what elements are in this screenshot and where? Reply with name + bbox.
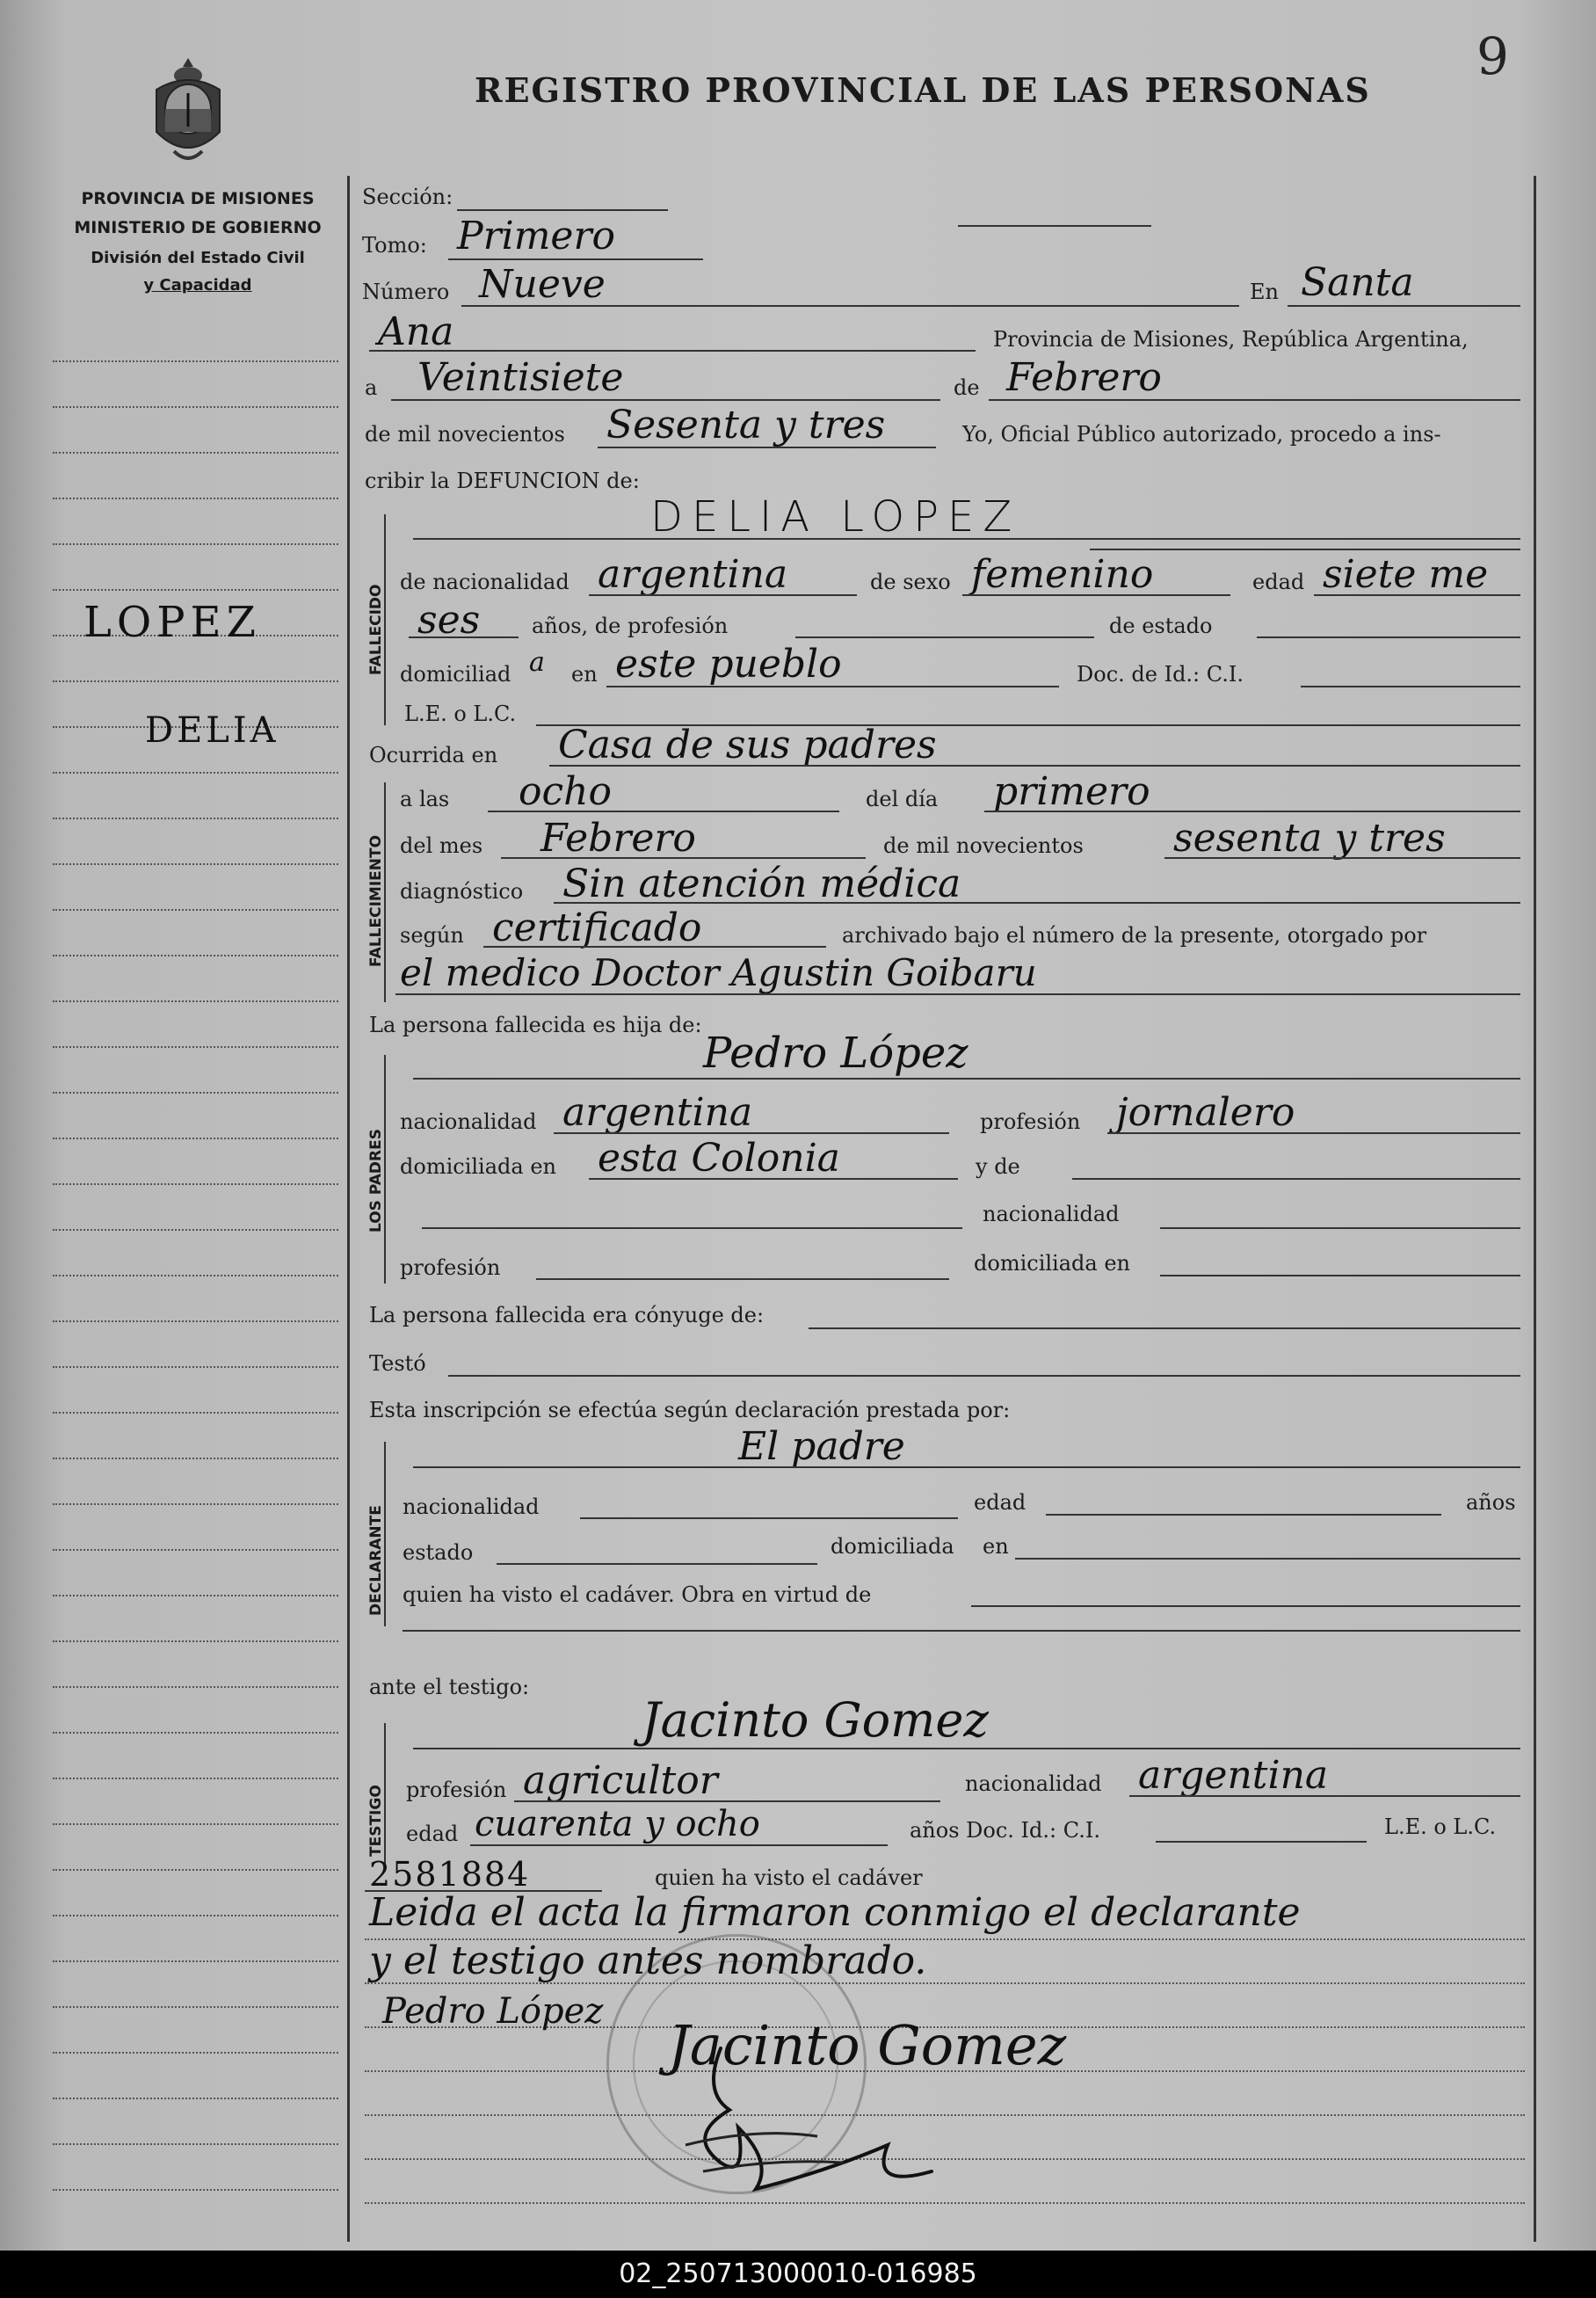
testigo-anios-doc-label: años Doc. Id.: C.I. [910, 1818, 1100, 1843]
fallecido-name: DELIA LOPEZ [650, 492, 1021, 542]
testigo-le-label: L.E. o L.C. [1384, 1814, 1497, 1839]
testigo-profesion-label: profesión [406, 1778, 507, 1802]
declarante-domiciliada-label: domiciliada [831, 1534, 954, 1559]
month-value: Febrero [1006, 355, 1162, 400]
padres-nacionalidad-line [554, 1132, 949, 1134]
declarante-anios-label: años [1466, 1490, 1516, 1515]
edad-label: edad [1252, 570, 1305, 594]
testigo-name: Jacinto Gomez [642, 1692, 989, 1748]
sidebar-ruled-line [53, 2052, 338, 2054]
sexo-label: de sexo [870, 570, 951, 594]
testigo-cadaver-label: quien ha visto el cadáver [655, 1865, 923, 1890]
sidebar-ruled-line [53, 1366, 338, 1368]
sidebar-ruled-line [53, 1229, 338, 1231]
testigo-edad-value: cuarenta y ocho [475, 1804, 760, 1844]
place-line [369, 350, 976, 352]
inscribir-label: cribir la DEFUNCION de: [365, 469, 640, 493]
estado-label: de estado [1109, 614, 1213, 638]
main-left-border [347, 176, 350, 2242]
sidebar-ruled-line [53, 2006, 338, 2008]
mes-value: Febrero [540, 816, 696, 861]
doc-line [1301, 686, 1520, 687]
fallecido-name-line2 [1090, 549, 1520, 550]
sidebar-ruled-line [53, 818, 338, 819]
sidebar-division: División del Estado Civil [91, 249, 305, 267]
declarante-estado-line [497, 1563, 817, 1565]
nacionalidad-label: de nacionalidad [400, 570, 569, 594]
sidebar-ruled-line [53, 1046, 338, 1048]
oficial-label: Yo, Oficial Público autorizado, procedo a ins- [962, 422, 1441, 447]
padres-domiciliada2-label: domiciliada en [974, 1251, 1130, 1276]
doc-label: Doc. de Id.: C.I. [1077, 662, 1244, 687]
medico-line [395, 993, 1520, 995]
profesion-line [795, 636, 1094, 638]
dia-line [984, 811, 1520, 812]
padres-domiciliada2-line [1160, 1275, 1520, 1276]
mes-label: del mes [400, 833, 483, 858]
declarante-obra-line [971, 1605, 1520, 1607]
en-value: Santa [1301, 260, 1414, 305]
testigo-section-label: TESTIGO [367, 1785, 385, 1857]
sidebar-ruled-line [53, 1458, 338, 1459]
en-line [1288, 305, 1520, 307]
fallecido-section-label: FALLECIDO [367, 584, 385, 675]
madre-line [1072, 1178, 1520, 1180]
domiciliado-label: domiciliad [400, 662, 511, 687]
sidebar-ruled-line [53, 1412, 338, 1414]
anio-value: sesenta y tres [1173, 816, 1446, 861]
sidebar-ruled-line [53, 1503, 338, 1505]
archivado-label: archivado bajo el número de la presente, otorgado por [842, 923, 1427, 948]
year-line [598, 447, 936, 448]
medico-value: el medico Doctor Agustin Goibaru [400, 951, 1037, 994]
sidebar-ruled-line [53, 498, 338, 499]
testigo-doc-value: 2581884 [369, 1855, 531, 1894]
inscripcion-label: Esta inscripción se efectúa según declaración prestada por: [369, 1398, 1011, 1422]
padres-profesion-label: profesión [980, 1109, 1081, 1134]
sidebar-ruled-line [53, 863, 338, 865]
sexo-value: femenino [971, 552, 1154, 597]
testigo-edad-line [470, 1844, 888, 1846]
sidebar-ruled-line [53, 1778, 338, 1779]
testigo-doc-line [1156, 1841, 1367, 1843]
seccion-line [457, 209, 668, 211]
sidebar-ruled-line [53, 1320, 338, 1322]
declarante-en-label: en [983, 1534, 1009, 1559]
en-label: En [1250, 280, 1279, 304]
fallecimiento-section-label: FALLECIMIENTO [367, 834, 385, 967]
mil-label: de mil novecientos [365, 422, 565, 447]
numero-label: Número [362, 280, 450, 304]
sidebar-ruled-line [53, 360, 338, 362]
sidebar-ruled-line [53, 909, 338, 911]
diagnostico-line [554, 902, 1520, 904]
testigo-profesion-line [514, 1800, 940, 1802]
domicilio-value: este pueblo [615, 642, 842, 687]
tomo-line [448, 258, 703, 260]
nacionalidad-value: argentina [598, 552, 788, 597]
sidebar-ruled-line [53, 2143, 338, 2145]
page-number: 9 [1476, 26, 1509, 86]
dia-label: del día [866, 787, 939, 811]
a-label: a [365, 375, 378, 400]
sidebar-ruled-line [53, 1686, 338, 1688]
provincia-label: Provincia de Misiones, República Argentina, [993, 327, 1469, 352]
sidebar-ruled-line [53, 1960, 338, 1962]
segun-line [483, 946, 826, 948]
sidebar-ruled-line [53, 1595, 338, 1596]
de-label: de [954, 375, 980, 400]
padres-domicilio-value: esta Colonia [598, 1136, 840, 1181]
declarante-section-label: DECLARANTE [367, 1505, 385, 1616]
sidebar-ruled-line [53, 2189, 338, 2191]
padres-nacionalidad2-line [1160, 1227, 1520, 1229]
hora-value: ocho [519, 769, 612, 814]
nacionalidad-line [589, 594, 857, 596]
padre-name: Pedro López [703, 1029, 968, 1078]
hora-line [488, 811, 839, 812]
numero-value: Nueve [479, 262, 606, 307]
sidebar-ruled-line [53, 1183, 338, 1185]
sidebar-ruled-line [53, 543, 338, 545]
testo-line [448, 1375, 1520, 1377]
segun-value: certificado [492, 905, 702, 950]
padres-nacionalidad-value: argentina [562, 1090, 753, 1135]
sidebar-ruled-line [53, 1823, 338, 1825]
declarante-estado-label: estado [403, 1540, 474, 1565]
padres-domicilio-line [589, 1178, 958, 1180]
declarante-nacionalidad-line [580, 1517, 958, 1519]
hija-label: La persona fallecida es hija de: [369, 1013, 702, 1037]
sidebar-capacidad: y Capacidad [143, 276, 252, 295]
testigo-nacionalidad-value: argentina [1138, 1753, 1329, 1798]
sidebar-ruled-line [53, 406, 338, 408]
ocurrida-value: Casa de sus padres [558, 723, 937, 767]
month-line [989, 399, 1520, 401]
padres-profesion-value: jornalero [1116, 1090, 1295, 1135]
domicilio-line [606, 686, 1059, 687]
margin-name: DELIA [145, 710, 279, 751]
dia-value: primero [993, 769, 1150, 814]
segun-label: según [400, 923, 464, 948]
padres-profesion2-label: profesión [400, 1255, 501, 1280]
sidebar-ruled-line [53, 1732, 338, 1734]
closing-line2: y el testigo antes nombrado. [369, 1938, 927, 1983]
seccion-label: Sección: [362, 185, 453, 209]
padres-section-label: LOS PADRES [367, 1129, 385, 1233]
sidebar-province: PROVINCIA DE MISIONES [81, 189, 315, 208]
le-label: L.E. o L.C. [404, 702, 517, 726]
padres-domiciliada-label: domiciliada en [400, 1154, 556, 1179]
padres-profesion2-line [536, 1278, 949, 1280]
official-signature-scribble [668, 2040, 949, 2207]
sidebar-ruled-line [53, 1915, 338, 1916]
signature-declarante: Pedro López [382, 1991, 604, 2032]
edad-value: siete me [1323, 552, 1489, 597]
mil-novecientos-label: de mil novecientos [883, 833, 1084, 858]
padres-nacionalidad-label: nacionalidad [400, 1109, 537, 1134]
fallecido-name-line [413, 538, 1520, 540]
sidebar-ruled-line [53, 680, 338, 682]
page-title: REGISTRO PROVINCIAL DE LAS PERSONAS [475, 70, 1371, 110]
declarante-name: El padre [738, 1424, 905, 1469]
day-line [391, 399, 940, 401]
year-value: Sesenta y tres [606, 403, 886, 447]
testigo-name-line [413, 1748, 1520, 1749]
day-value: Veintisiete [417, 355, 624, 400]
declarante-nacionalidad-label: nacionalidad [403, 1494, 540, 1519]
declarante-edad-label: edad [974, 1490, 1027, 1515]
ocurrida-line [549, 765, 1520, 767]
sidebar-ruled-line [53, 452, 338, 454]
padre-line [413, 1078, 1520, 1080]
tomo-label: Tomo: [362, 233, 427, 258]
declarante-cadaver-label: quien ha visto el cadáver. Obra en virtud de [403, 1582, 872, 1607]
sidebar-ministry: MINISTERIO DE GOBIERNO [74, 218, 322, 237]
place-value: Ana [378, 309, 454, 354]
madre-line2 [422, 1227, 962, 1229]
sidebar-ruled-line [53, 2098, 338, 2099]
conyuge-label: La persona fallecida era cónyuge de: [369, 1303, 765, 1327]
domicilio-en-label: en [571, 662, 598, 687]
sidebar-ruled-line [53, 772, 338, 774]
sidebar-ruled-line [53, 1869, 338, 1871]
image-id-footer: 02_250713000010-016985 [0, 2251, 1596, 2298]
sidebar-ruled-line [53, 1640, 338, 1642]
edad-cont-line [409, 636, 519, 638]
mes-line [501, 857, 866, 859]
header-short-line [958, 225, 1151, 227]
tomo-value: Primero [457, 214, 615, 258]
padres-nacionalidad2-label: nacionalidad [983, 1202, 1120, 1226]
testigo-nacionalidad-label: nacionalidad [965, 1771, 1102, 1796]
margin-surname: LOPEZ [83, 598, 261, 647]
anio-line [1164, 857, 1520, 859]
numero-line [461, 305, 1239, 307]
declarante-domicilio-line [1015, 1558, 1520, 1560]
diagnostico-label: diagnóstico [400, 879, 524, 904]
a-las-label: a las [400, 787, 450, 811]
edad-line [1314, 594, 1520, 596]
ocurrida-label: Ocurrida en [369, 743, 498, 767]
sexo-line [962, 594, 1230, 596]
main-right-border [1534, 176, 1536, 2242]
ante-testigo-label: ante el testigo: [369, 1675, 530, 1699]
declarante-extra-line [403, 1630, 1520, 1632]
sidebar-ruled-line [53, 955, 338, 956]
edad-value-cont: ses [417, 598, 481, 643]
declarante-edad-line [1046, 1514, 1441, 1516]
sidebar-ruled-line [53, 1275, 338, 1276]
diagnostico-value: Sin atención médica [562, 862, 961, 906]
sidebar-ruled-line [53, 1092, 338, 1094]
testo-label: Testó [369, 1351, 426, 1376]
padres-profesion-line [1107, 1132, 1520, 1134]
closing-line1: Leida el acta la firmaron conmigo el declarante [369, 1890, 1301, 1935]
anios-profesion-label: años, de profesión [532, 614, 729, 638]
argentine-coat-of-arms-icon [148, 55, 229, 167]
conyuge-line [809, 1327, 1520, 1329]
domiciliado-suffix: a [529, 647, 545, 678]
testigo-edad-label: edad [406, 1822, 459, 1846]
estado-line [1257, 636, 1520, 638]
sidebar-ruled-line [53, 1000, 338, 1002]
declarante-line [413, 1466, 1520, 1468]
sidebar-ruled-line [53, 1138, 338, 1139]
testigo-nacionalidad-line [1129, 1795, 1520, 1797]
signature-testigo: Jacinto Gomez [668, 2013, 1067, 2077]
y-de-label: y de [976, 1154, 1020, 1179]
sidebar-ruled-line [53, 1549, 338, 1551]
sidebar-ruled-line [53, 589, 338, 591]
testigo-profesion-value: agricultor [523, 1758, 718, 1803]
